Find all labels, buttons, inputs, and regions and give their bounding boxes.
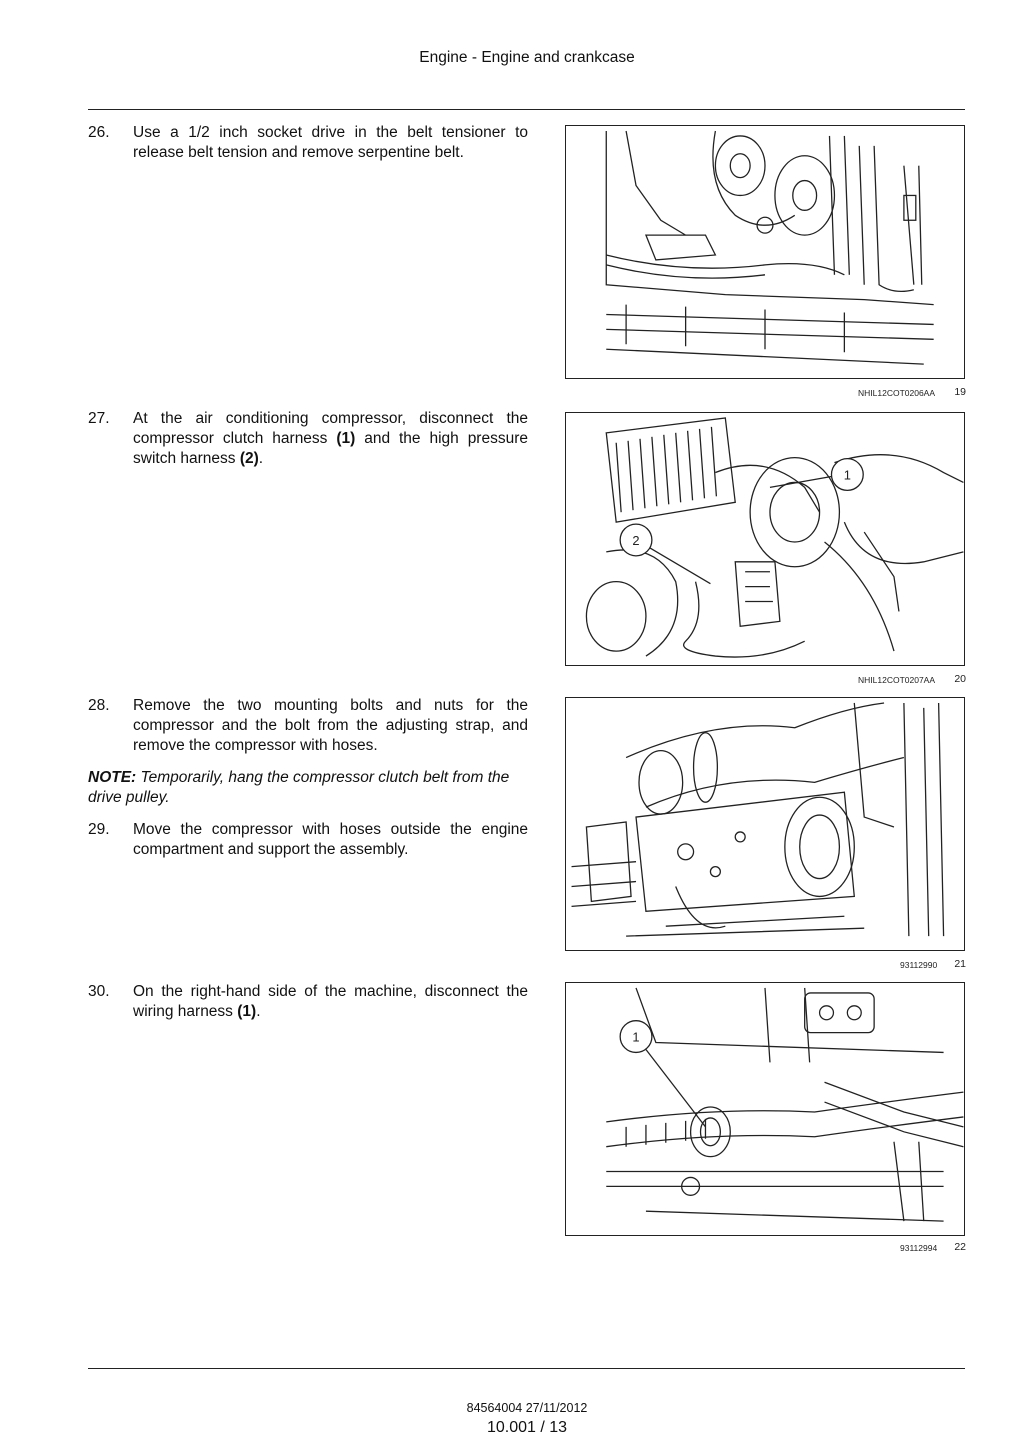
step-26 — [88, 123, 528, 163]
step-number: 27. — [88, 410, 110, 427]
figure-number: 22 — [954, 1241, 966, 1253]
figure-20-illustration — [565, 412, 965, 666]
step-number: 28. — [88, 697, 110, 714]
callout-label: 2 — [632, 532, 640, 548]
step-text: At the air conditioning compressor, disconnect the compressor clutch harness (1) and the high pressure switch harness (2). — [133, 410, 528, 467]
figure-code: 93112994 — [900, 1243, 938, 1253]
step-28 — [88, 696, 528, 756]
step-text: Remove the two mounting bolts and nuts for the compressor and the bolt from the adjusting strap, and remove the compressor with hoses. — [133, 697, 528, 754]
note — [88, 768, 528, 808]
step-number: 29. — [88, 821, 110, 838]
note-label: NOTE: — [88, 769, 137, 786]
callout-label: 1 — [632, 1029, 640, 1045]
figure-number: 19 — [954, 386, 966, 398]
callout-ref: (1) — [237, 1003, 257, 1020]
figure-code: 93112990 — [900, 960, 938, 970]
step-number: 30. — [88, 983, 110, 1000]
figure-21-illustration — [565, 697, 965, 951]
step-text: Move the compressor with hoses outside the engine compartment and support the assembly. — [133, 821, 528, 858]
figure-22-illustration — [565, 982, 965, 1236]
step-30 — [88, 982, 528, 1022]
callout-ref: (2) — [239, 450, 259, 467]
figure-code: NHIL12COT0206AA — [858, 388, 936, 398]
figure-number: 20 — [954, 673, 966, 685]
figure-code: NHIL12COT0207AA — [858, 675, 936, 685]
header-rule — [88, 109, 965, 110]
step-29 — [88, 820, 528, 860]
step-text: On the right-hand side of the machine, disconnect the wiring harness (1). — [133, 983, 528, 1020]
footer-rule — [88, 1368, 965, 1369]
footer-page-number: 10.001 / 13 — [486, 1419, 568, 1436]
step-text: Use a 1/2 inch socket drive in the belt tensioner to release belt tension and remove serpentine belt. — [133, 124, 528, 161]
step-27 — [88, 409, 528, 469]
callout-ref: (1) — [336, 430, 356, 447]
figure-19-illustration — [565, 125, 965, 379]
page-header-title: Engine - Engine and crankcase — [419, 49, 635, 66]
figure-number: 21 — [954, 958, 966, 970]
step-number: 26. — [88, 124, 110, 141]
callout-label: 1 — [843, 467, 851, 483]
footer-doc-id: 84564004 27/11/2012 — [466, 1401, 588, 1415]
note-text: Temporarily, hang the compressor clutch belt from the drive pulley. — [88, 769, 510, 806]
